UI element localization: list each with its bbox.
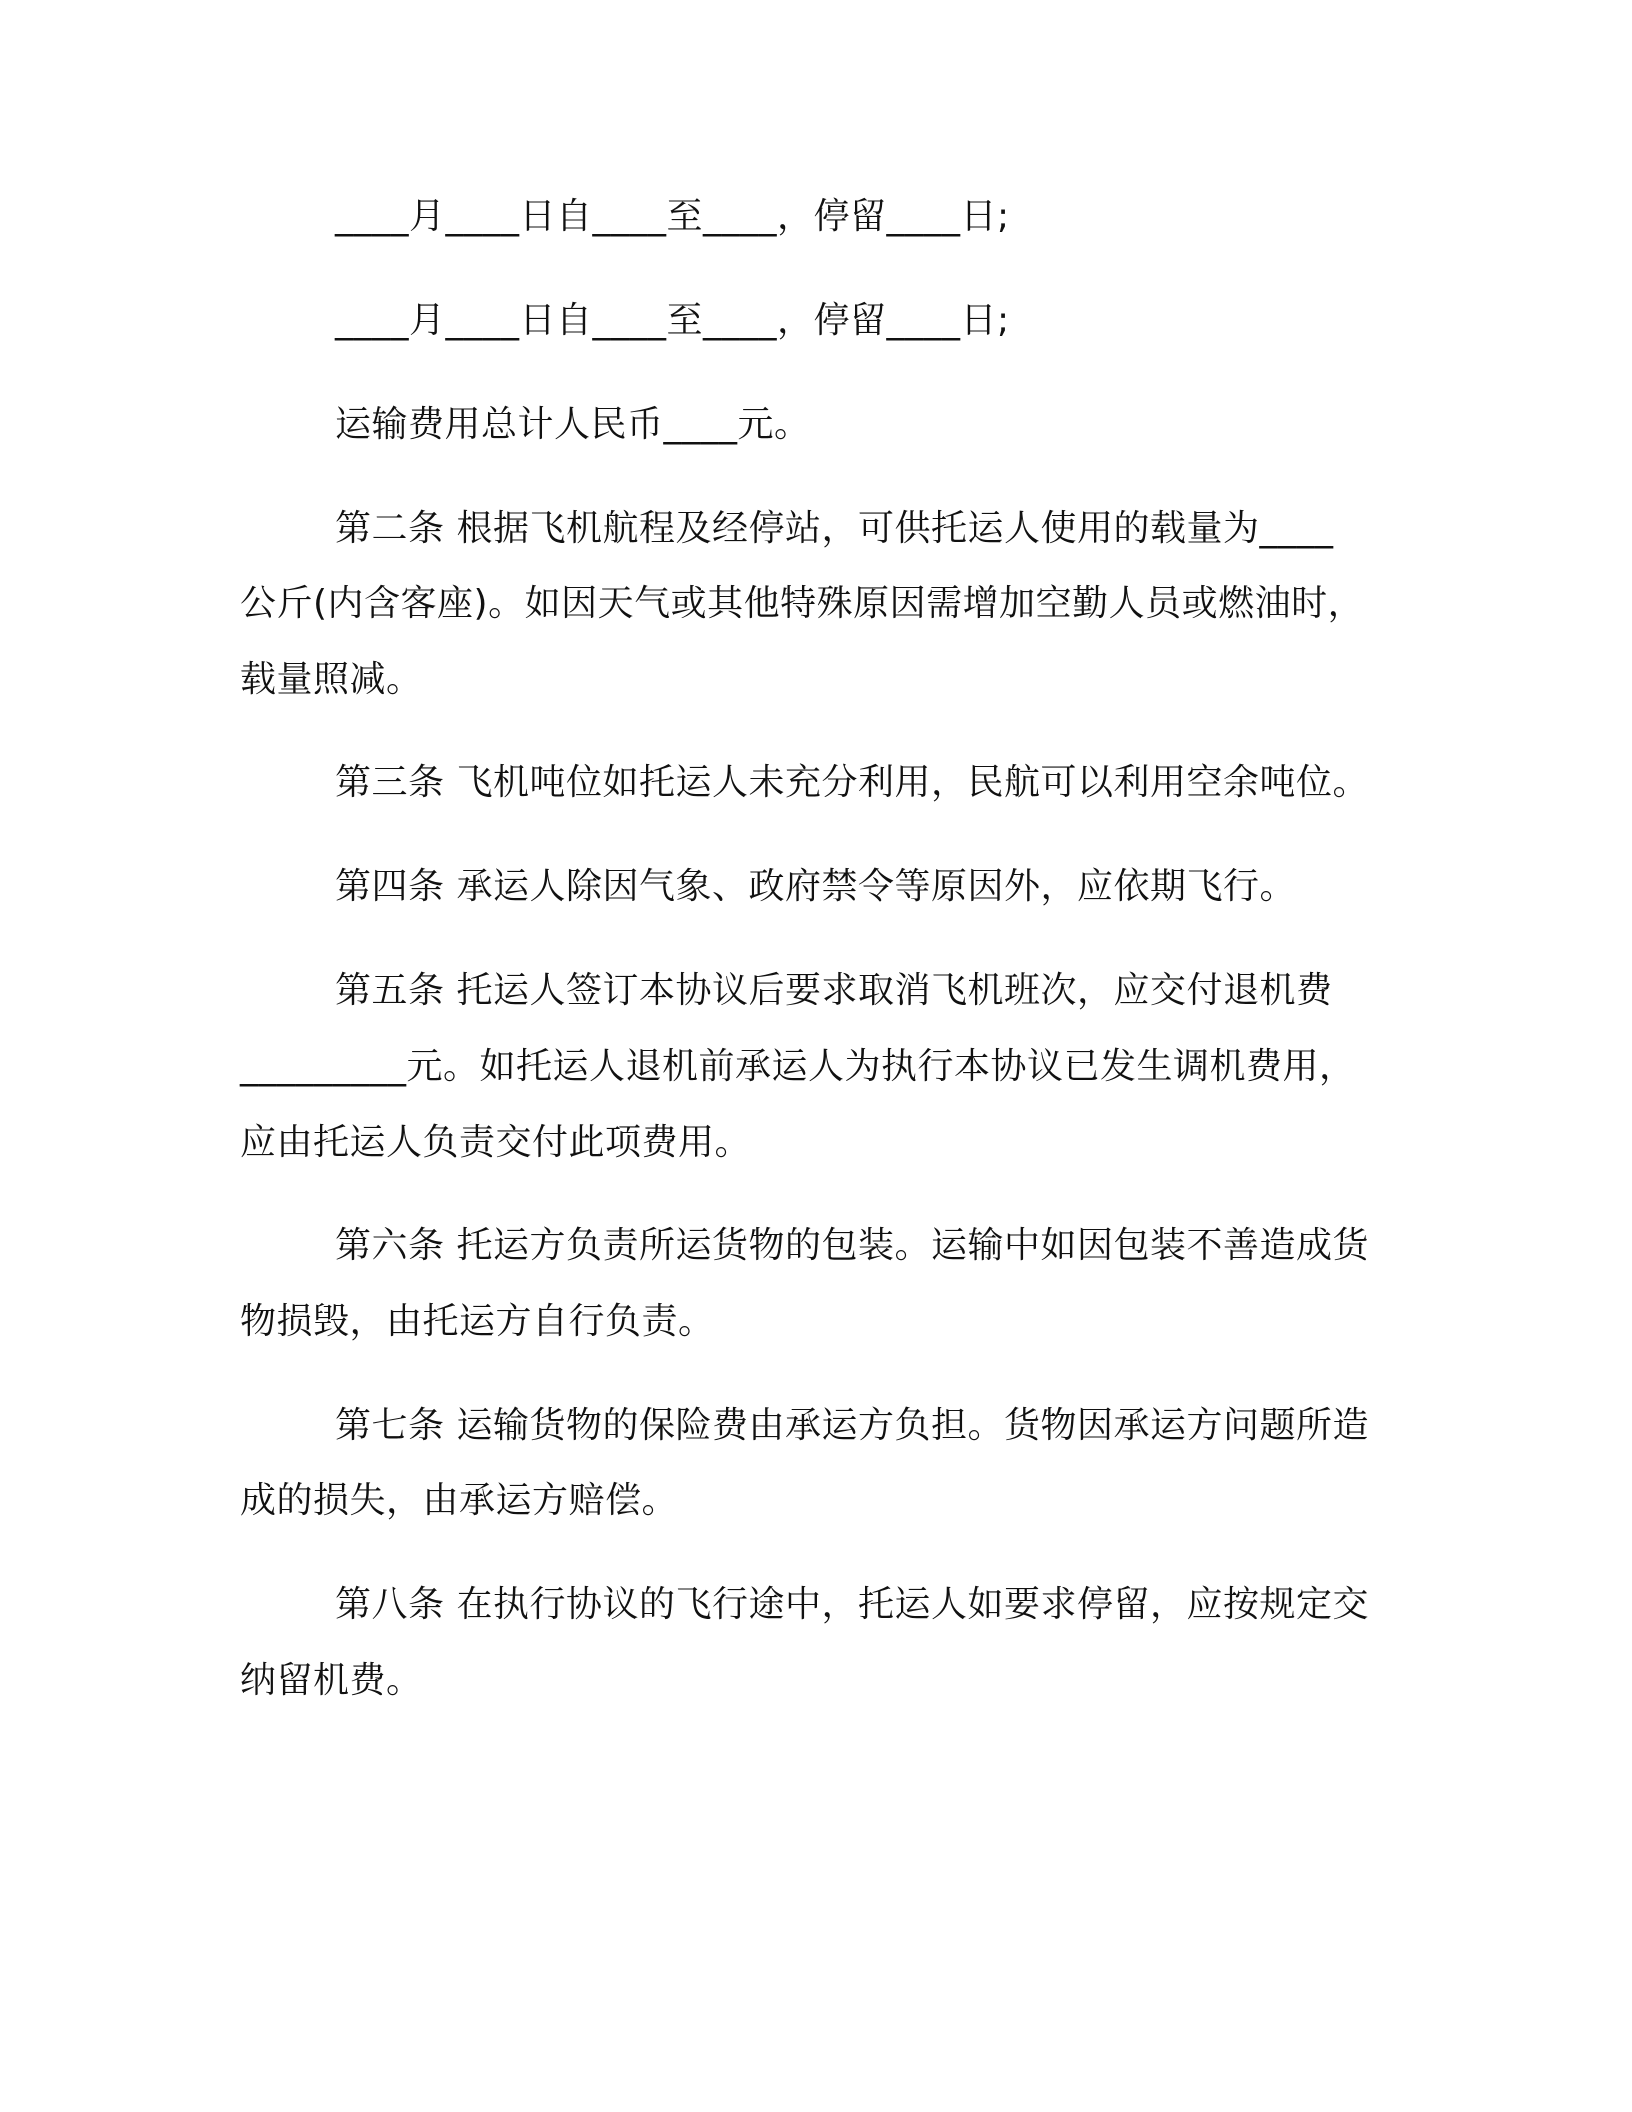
article-2-line-2: 公斤(内含客座)。如因天气或其他特殊原因需增加空勤人员或燃油时， — [240, 583, 1365, 624]
article-7-line-1: 第七条 运输货物的保险费由承运方负担。货物因承运方问题所造 — [335, 1405, 1369, 1446]
article-6-line-1: 第六条 托运方负责所运货物的包装。运输中如因包装不善造成货 — [335, 1225, 1369, 1266]
total-fee-line: 运输费用总计人民币____元。 — [335, 404, 811, 445]
article-5-line-2: _________元。如托运人退机前承运人为执行本协议已发生调机费用， — [240, 1046, 1356, 1087]
article-8-line-1: 第八条 在执行协议的飞行途中，托运人如要求停留，应按规定交 — [335, 1584, 1369, 1625]
article-5-line-3: 应由托运人负责交付此项费用。 — [240, 1122, 752, 1163]
article-2-line-1: 第二条 根据飞机航程及经停站，可供托运人使用的载量为____ — [335, 508, 1334, 549]
article-7-line-2: 成的损失，由承运方赔偿。 — [240, 1480, 679, 1521]
article-3-line-1: 第三条 飞机吨位如托运人未充分利用，民航可以利用空余吨位。 — [335, 762, 1369, 803]
article-2-line-3: 载量照减。 — [240, 659, 423, 700]
stopover-line-2: ____月____日自____至____，停留____日; — [335, 300, 1010, 341]
stopover-line-1: ____月____日自____至____，停留____日; — [335, 196, 1010, 237]
article-6-line-2: 物损毁，由托运方自行负责。 — [240, 1301, 715, 1342]
article-4-line-1: 第四条 承运人除因气象、政府禁令等原因外，应依期飞行。 — [335, 866, 1296, 907]
article-8-line-2: 纳留机费。 — [240, 1660, 423, 1701]
article-5-line-1: 第五条 托运人签订本协议后要求取消飞机班次，应交付退机费 — [335, 970, 1333, 1011]
